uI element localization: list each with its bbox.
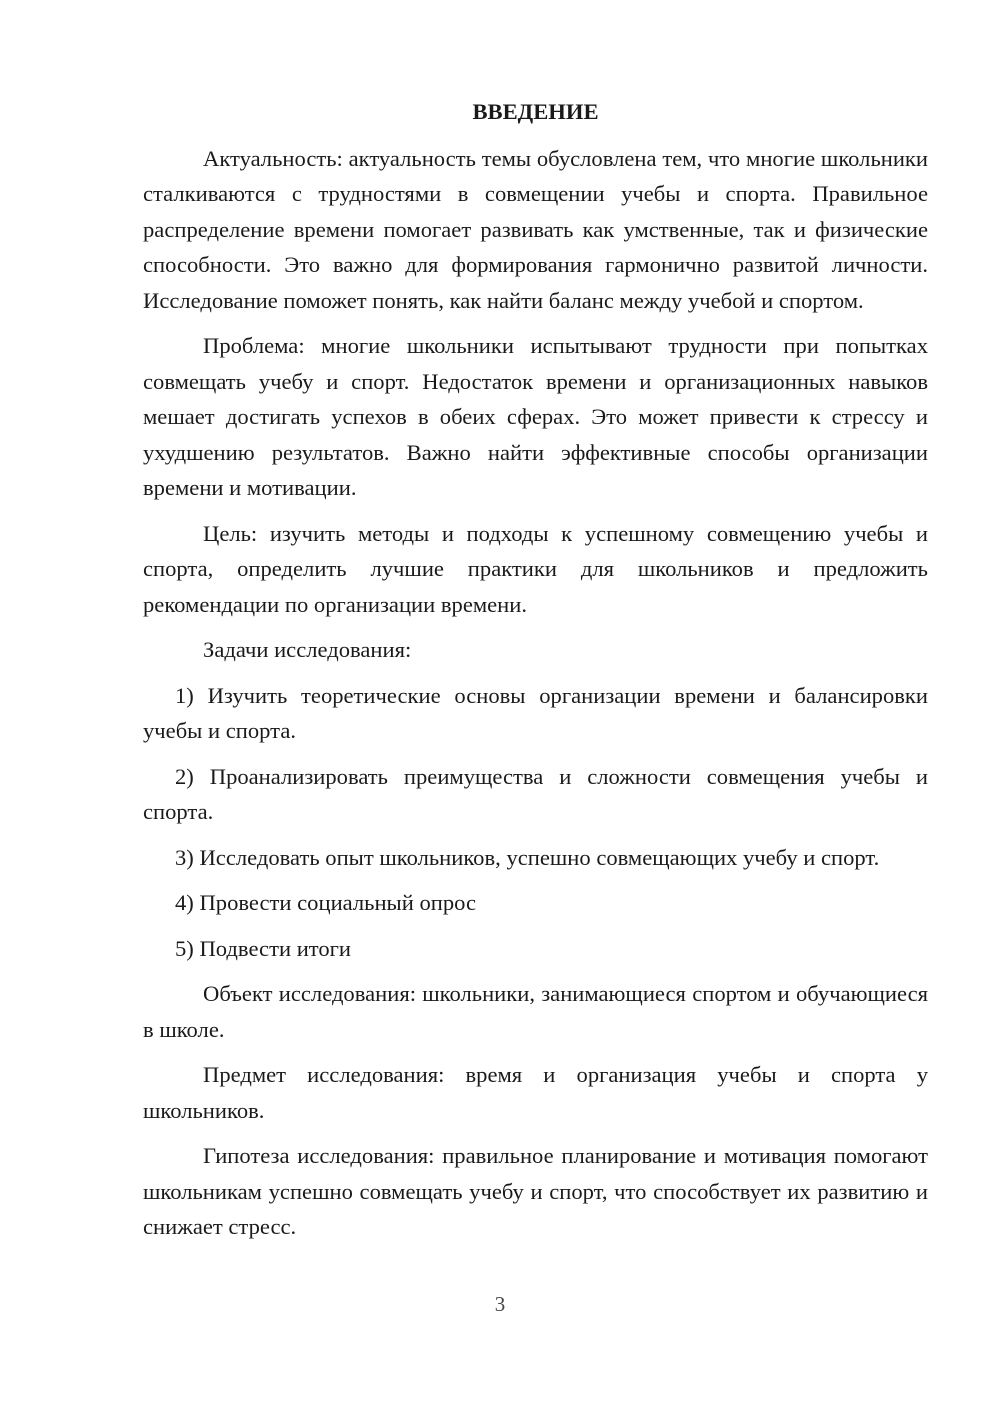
- task-item-5: 5) Подвести итоги: [175, 935, 352, 961]
- document-page: [143, 94, 928, 1245]
- task-item-2: 2) Проанализировать преимущества и сложности совмещения учебы и спорта.: [143, 763, 928, 824]
- paragraph-hypothesis: Гипотеза исследования: правильное планирование и мотивация помогают школьникам успешно совмещать учебу и спорт, что способствует их развитию и снижает стресс.: [143, 1143, 928, 1239]
- task-item-4: 4) Провести социальный опрос: [175, 890, 477, 915]
- section-heading: ВВЕДЕНИЕ: [472, 99, 599, 124]
- tasks-title: Задачи исследования:: [203, 637, 412, 662]
- task-item-1: 1) Изучить теоретические основы организации времени и балансировки учебы и спорта.: [143, 682, 928, 743]
- paragraph-problem: Проблема: многие школьники испытывают трудности при попытках совмещать учебу и спорт. Недостаток времени и организационных навыков мешает достигать успехов в обеих сферах. Это может привести к стрессу и ухудшению результатов. Важно найти эффективные способы организации времени и мотивации.: [143, 333, 928, 500]
- paragraph-subject: Предмет исследования: время и организация учебы и спорта у школьников.: [143, 1062, 928, 1123]
- task-item-3: 3) Исследовать опыт школьников, успешно совмещающих учебу и спорт.: [175, 844, 880, 870]
- paragraph-actuality: Актуальность: актуальность темы обусловлена тем, что многие школьники сталкиваются с трудностями в совмещении учебы и спорта. Правильное распределение времени помогает развивать как умственные, так и физические способности. Это важно для формирования гармонично развитой личности. Исследование поможет понять, как найти баланс между учебой и спортом.: [143, 145, 928, 313]
- paragraph-object: Объект исследования: школьники, занимающиеся спортом и обучающиеся в школе.: [143, 981, 928, 1042]
- paragraph-goal: Цель: изучить методы и подходы к успешному совмещению учебы и спорта, определить лучшие практики для школьников и предложить рекомендации по организации времени.: [143, 520, 928, 617]
- page-number: 3: [494, 1292, 506, 1316]
